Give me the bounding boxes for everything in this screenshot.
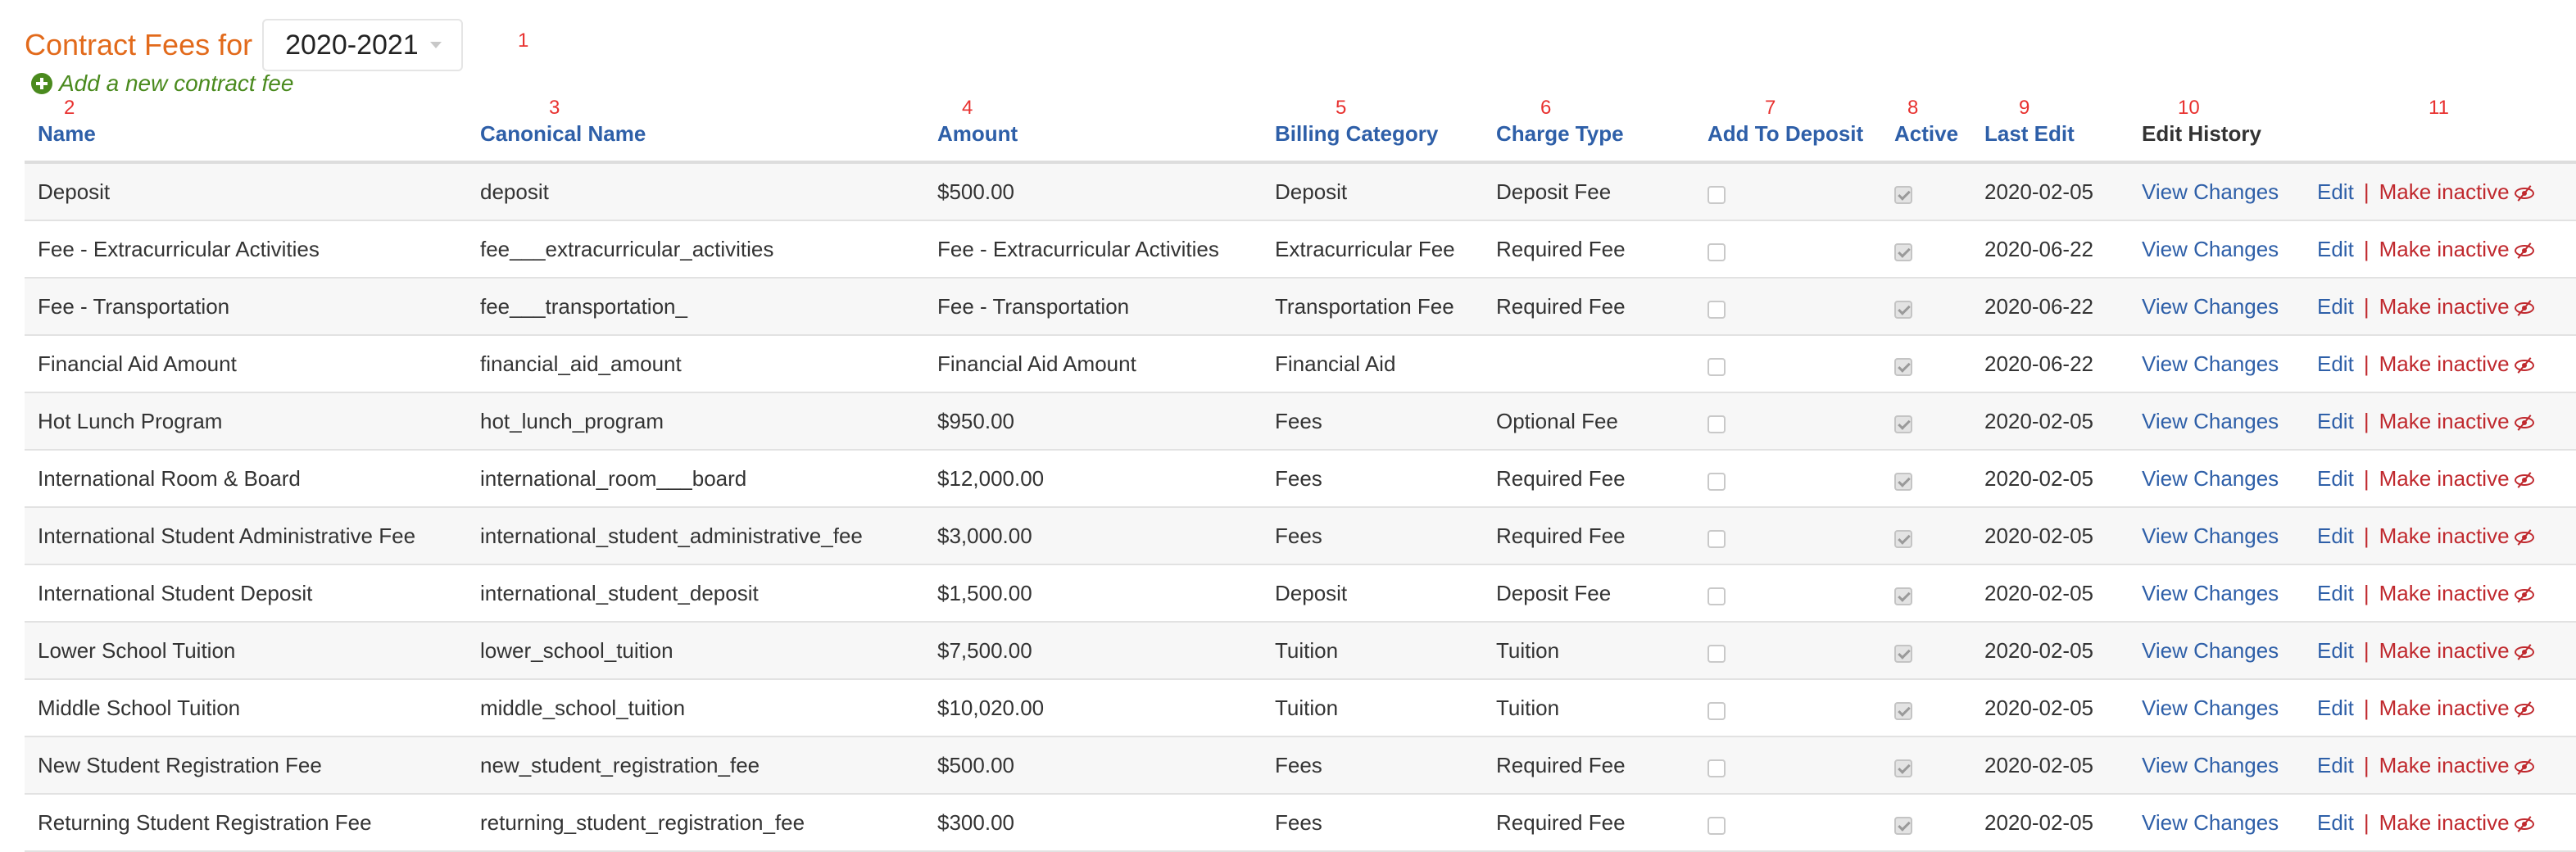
column-header-canonical-name[interactable] (467, 97, 924, 162)
active-checkbox[interactable] (1894, 530, 1912, 548)
eye-slash-icon (2515, 761, 2534, 773)
add-contract-fee-label: Add a new contract fee (59, 70, 294, 96)
add-to-deposit-checkbox[interactable] (1708, 473, 1726, 491)
edit-history-cell (2129, 220, 2304, 278)
view-changes-link[interactable]: View Changes (2142, 293, 2279, 319)
make-inactive-label: Make inactive (2379, 351, 2510, 376)
add-to-deposit-checkbox[interactable] (1708, 186, 1726, 204)
make-inactive-label: Make inactive (2379, 809, 2510, 835)
eye-slash-icon (2515, 360, 2534, 371)
fee-charge-type: Required Fee (1483, 794, 1694, 851)
make-inactive-link[interactable] (2379, 810, 2534, 835)
action-separator: | (2363, 236, 2370, 261)
edit-link[interactable]: Edit (2317, 637, 2354, 663)
active-checkbox[interactable] (1894, 587, 1912, 605)
table-row (25, 335, 2576, 392)
view-changes-link[interactable]: View Changes (2142, 465, 2279, 491)
fee-name: Lower School Tuition (25, 622, 467, 679)
add-to-deposit-checkbox[interactable] (1708, 702, 1726, 720)
fee-billing-category: Fees (1262, 794, 1483, 851)
action-separator: | (2363, 580, 2370, 605)
add-to-deposit-checkbox[interactable] (1708, 587, 1726, 605)
fee-last-edit: 2020-02-05 (1971, 392, 2129, 450)
view-changes-link[interactable]: View Changes (2142, 752, 2279, 777)
view-changes-link[interactable]: View Changes (2142, 523, 2279, 548)
eye-slash-icon (2515, 589, 2534, 600)
make-inactive-label: Make inactive (2379, 293, 2510, 319)
actions-cell (2304, 622, 2576, 679)
make-inactive-label: Make inactive (2379, 637, 2510, 663)
edit-history-cell (2129, 679, 2304, 736)
view-changes-link[interactable]: View Changes (2142, 351, 2279, 376)
add-to-deposit-checkbox[interactable] (1708, 530, 1726, 548)
column-header-amount[interactable] (924, 97, 1262, 162)
fee-last-edit: 2020-02-05 (1971, 162, 2129, 220)
column-number: 11 (2429, 97, 2449, 119)
fee-last-edit: 2020-02-05 (1971, 450, 2129, 507)
add-to-deposit-checkbox[interactable] (1708, 645, 1726, 663)
column-label: Active (1894, 120, 1959, 146)
eye-slash-icon (2515, 646, 2534, 658)
action-separator: | (2363, 293, 2370, 319)
fee-last-edit: 2020-02-05 (1971, 564, 2129, 622)
eye-slash-icon (2515, 188, 2534, 199)
fee-canonical-name: new_student_registration_fee (467, 736, 924, 794)
make-inactive-link[interactable] (2379, 237, 2534, 261)
fee-last-edit: 2020-06-22 (1971, 220, 2129, 278)
column-header-edit-history (2129, 97, 2304, 162)
edit-history-cell (2129, 736, 2304, 794)
add-contract-fee-link[interactable] (31, 70, 293, 97)
action-separator: | (2363, 465, 2370, 491)
actions-cell (2304, 564, 2576, 622)
fee-amount: $7,500.00 (924, 622, 1262, 679)
fee-charge-type: Required Fee (1483, 220, 1694, 278)
edit-history-cell (2129, 450, 2304, 507)
column-number: 4 (962, 97, 973, 119)
table-row (25, 507, 2576, 564)
fee-charge-type: Required Fee (1483, 736, 1694, 794)
action-separator: | (2363, 637, 2370, 663)
fee-charge-type: Required Fee (1483, 450, 1694, 507)
fee-canonical-name: international_student_deposit (467, 564, 924, 622)
fee-billing-category: Tuition (1262, 679, 1483, 736)
fee-canonical-name: fee___extracurricular_activities (467, 220, 924, 278)
add-to-deposit-cell (1694, 220, 1881, 278)
action-separator: | (2363, 752, 2370, 777)
fee-charge-type: Tuition (1483, 622, 1694, 679)
column-header-last-edit[interactable] (1971, 97, 2129, 162)
year-select-value: 2020-2021 (285, 29, 419, 61)
column-label: Add To Deposit (1708, 120, 1864, 146)
add-to-deposit-checkbox[interactable] (1708, 759, 1726, 777)
column-number: 6 (1540, 97, 1552, 119)
edit-link[interactable]: Edit (2317, 752, 2354, 777)
actions-cell (2304, 679, 2576, 736)
fee-charge-type (1483, 335, 1694, 392)
make-inactive-label: Make inactive (2379, 179, 2510, 204)
fee-name: International Student Deposit (25, 564, 467, 622)
edit-link[interactable]: Edit (2317, 351, 2354, 376)
fee-amount: Financial Aid Amount (924, 335, 1262, 392)
fee-billing-category: Fees (1262, 507, 1483, 564)
fee-amount: Fee - Extracurricular Activities (924, 220, 1262, 278)
column-label: Name (38, 120, 96, 146)
view-changes-link[interactable]: View Changes (2142, 408, 2279, 433)
table-row (25, 794, 2576, 851)
active-cell (1881, 162, 1971, 220)
column-number: 5 (1336, 97, 1347, 119)
fee-charge-type: Required Fee (1483, 278, 1694, 335)
actions-cell (2304, 736, 2576, 794)
year-select[interactable] (262, 19, 463, 71)
column-label: Last Edit (1984, 120, 2075, 146)
fee-billing-category: Extracurricular Fee (1262, 220, 1483, 278)
column-header-active[interactable] (1881, 97, 1971, 162)
fee-amount: $1,500.00 (924, 564, 1262, 622)
active-cell (1881, 507, 1971, 564)
fee-canonical-name: deposit (467, 162, 924, 220)
edit-history-cell (2129, 507, 2304, 564)
action-separator: | (2363, 695, 2370, 720)
fee-charge-type: Required Fee (1483, 507, 1694, 564)
make-inactive-link[interactable] (2379, 179, 2534, 204)
column-header-name[interactable] (25, 97, 467, 162)
fee-charge-type: Tuition (1483, 679, 1694, 736)
actions-cell (2304, 220, 2576, 278)
action-separator: | (2363, 179, 2370, 204)
fee-charge-type: Optional Fee (1483, 392, 1694, 450)
fee-canonical-name: middle_school_tuition (467, 679, 924, 736)
edit-history-cell (2129, 162, 2304, 220)
fee-name: Hot Lunch Program (25, 392, 467, 450)
fee-last-edit: 2020-02-05 (1971, 736, 2129, 794)
fee-last-edit: 2020-02-05 (1971, 679, 2129, 736)
add-to-deposit-checkbox[interactable] (1708, 817, 1726, 835)
fee-last-edit: 2020-02-05 (1971, 507, 2129, 564)
view-changes-link[interactable]: View Changes (2142, 236, 2279, 261)
fee-name: Fee - Extracurricular Activities (25, 220, 467, 278)
edit-history-cell (2129, 392, 2304, 450)
make-inactive-label: Make inactive (2379, 695, 2510, 720)
eye-slash-icon (2515, 302, 2534, 314)
active-checkbox[interactable] (1894, 243, 1912, 261)
active-checkbox[interactable] (1894, 186, 1912, 204)
fee-amount: Fee - Transportation (924, 278, 1262, 335)
actions-cell (2304, 278, 2576, 335)
column-label: Canonical Name (480, 120, 646, 146)
view-changes-link[interactable]: View Changes (2142, 179, 2279, 204)
fee-canonical-name: international_student_administrative_fee (467, 507, 924, 564)
make-inactive-label: Make inactive (2379, 236, 2510, 261)
contract-fees-table (25, 97, 2576, 852)
table-row (25, 450, 2576, 507)
make-inactive-link[interactable] (2379, 409, 2534, 433)
active-cell (1881, 622, 1971, 679)
add-to-deposit-cell (1694, 278, 1881, 335)
add-to-deposit-cell (1694, 392, 1881, 450)
make-inactive-label: Make inactive (2379, 465, 2510, 491)
active-checkbox[interactable] (1894, 759, 1912, 777)
make-inactive-label: Make inactive (2379, 408, 2510, 433)
fee-name: Financial Aid Amount (25, 335, 467, 392)
actions-cell (2304, 335, 2576, 392)
action-separator: | (2363, 408, 2370, 433)
table-row (25, 622, 2576, 679)
add-to-deposit-cell (1694, 679, 1881, 736)
actions-cell (2304, 794, 2576, 851)
make-inactive-link[interactable] (2379, 294, 2534, 319)
action-separator: | (2363, 523, 2370, 548)
fee-canonical-name: returning_student_registration_fee (467, 794, 924, 851)
active-cell (1881, 392, 1971, 450)
add-to-deposit-cell (1694, 736, 1881, 794)
edit-history-cell (2129, 335, 2304, 392)
active-cell (1881, 220, 1971, 278)
actions-cell (2304, 507, 2576, 564)
actions-cell (2304, 450, 2576, 507)
column-number: 8 (1907, 97, 1919, 119)
active-checkbox[interactable] (1894, 415, 1912, 433)
column-header-add-to-deposit[interactable] (1694, 97, 1881, 162)
column-header-actions (2304, 97, 2576, 162)
column-header-billing-category[interactable] (1262, 97, 1483, 162)
column-label: Billing Category (1275, 120, 1439, 146)
make-inactive-link[interactable] (2379, 696, 2534, 720)
edit-link[interactable]: Edit (2317, 809, 2354, 835)
edit-link[interactable]: Edit (2317, 695, 2354, 720)
fee-canonical-name: financial_aid_amount (467, 335, 924, 392)
fee-name: Middle School Tuition (25, 679, 467, 736)
add-to-deposit-cell (1694, 507, 1881, 564)
edit-history-cell (2129, 794, 2304, 851)
column-number: 10 (2178, 97, 2200, 119)
add-to-deposit-checkbox[interactable] (1708, 301, 1726, 319)
make-inactive-link[interactable] (2379, 351, 2534, 376)
active-checkbox[interactable] (1894, 301, 1912, 319)
fee-billing-category: Financial Aid (1262, 335, 1483, 392)
table-row (25, 220, 2576, 278)
make-inactive-label: Make inactive (2379, 580, 2510, 605)
column-header-charge-type[interactable] (1483, 97, 1694, 162)
active-cell (1881, 679, 1971, 736)
active-cell (1881, 450, 1971, 507)
add-to-deposit-checkbox[interactable] (1708, 415, 1726, 433)
make-inactive-label: Make inactive (2379, 523, 2510, 548)
add-to-deposit-cell (1694, 564, 1881, 622)
add-to-deposit-checkbox[interactable] (1708, 243, 1726, 261)
fee-charge-type: Deposit Fee (1483, 564, 1694, 622)
fee-last-edit: 2020-02-05 (1971, 622, 2129, 679)
fee-name: International Student Administrative Fee (25, 507, 467, 564)
actions-cell (2304, 162, 2576, 220)
fee-canonical-name: fee___transportation_ (467, 278, 924, 335)
add-to-deposit-checkbox[interactable] (1708, 358, 1726, 376)
add-to-deposit-cell (1694, 162, 1881, 220)
page-title: Contract Fees for (25, 28, 253, 61)
edit-link[interactable]: Edit (2317, 465, 2354, 491)
edit-link[interactable]: Edit (2317, 580, 2354, 605)
active-cell (1881, 564, 1971, 622)
active-checkbox[interactable] (1894, 358, 1912, 376)
fee-billing-category: Deposit (1262, 564, 1483, 622)
fee-amount: $500.00 (924, 736, 1262, 794)
eye-slash-icon (2515, 245, 2534, 256)
fee-amount: $500.00 (924, 162, 1262, 220)
make-inactive-link[interactable] (2379, 753, 2534, 777)
eye-slash-icon (2515, 474, 2534, 486)
table-row (25, 278, 2576, 335)
actions-cell (2304, 392, 2576, 450)
column-label: Amount (937, 120, 1018, 146)
active-cell (1881, 335, 1971, 392)
edit-link[interactable]: Edit (2317, 236, 2354, 261)
eye-slash-icon (2515, 704, 2534, 715)
fee-billing-category: Tuition (1262, 622, 1483, 679)
edit-history-cell (2129, 278, 2304, 335)
add-to-deposit-cell (1694, 335, 1881, 392)
add-to-deposit-cell (1694, 622, 1881, 679)
view-changes-link[interactable]: View Changes (2142, 580, 2279, 605)
fee-last-edit: 2020-06-22 (1971, 278, 2129, 335)
column-label: Charge Type (1496, 120, 1624, 146)
column-number: 7 (1765, 97, 1776, 119)
fee-billing-category: Fees (1262, 736, 1483, 794)
edit-history-cell (2129, 564, 2304, 622)
fee-amount: $950.00 (924, 392, 1262, 450)
active-cell (1881, 278, 1971, 335)
add-to-deposit-cell (1694, 450, 1881, 507)
page-header (25, 18, 463, 72)
active-cell (1881, 736, 1971, 794)
view-changes-link[interactable]: View Changes (2142, 809, 2279, 835)
table-header-row (25, 106, 2576, 162)
table-row (25, 564, 2576, 622)
fee-name: New Student Registration Fee (25, 736, 467, 794)
active-checkbox[interactable] (1894, 817, 1912, 835)
fee-billing-category: Deposit (1262, 162, 1483, 220)
column-label: Edit History (2142, 120, 2261, 146)
view-changes-link[interactable]: View Changes (2142, 695, 2279, 720)
fee-canonical-name: lower_school_tuition (467, 622, 924, 679)
make-inactive-link[interactable] (2379, 581, 2534, 605)
chevron-down-icon (430, 42, 442, 48)
fee-canonical-name: international_room___board (467, 450, 924, 507)
fee-name: Fee - Transportation (25, 278, 467, 335)
fee-billing-category: Transportation Fee (1262, 278, 1483, 335)
edit-link[interactable]: Edit (2317, 179, 2354, 204)
active-cell (1881, 794, 1971, 851)
edit-link[interactable]: Edit (2317, 523, 2354, 548)
table-row (25, 392, 2576, 450)
table-row (25, 736, 2576, 794)
action-separator: | (2363, 351, 2370, 376)
fee-billing-category: Fees (1262, 392, 1483, 450)
make-inactive-label: Make inactive (2379, 752, 2510, 777)
make-inactive-link[interactable] (2379, 466, 2534, 491)
active-checkbox[interactable] (1894, 702, 1912, 720)
column-number: 2 (64, 97, 75, 119)
fee-amount: $12,000.00 (924, 450, 1262, 507)
plus-circle-icon (31, 73, 52, 94)
view-changes-link[interactable]: View Changes (2142, 637, 2279, 663)
edit-history-cell (2129, 622, 2304, 679)
eye-slash-icon (2515, 417, 2534, 428)
table-row (25, 679, 2576, 736)
eye-slash-icon (2515, 532, 2534, 543)
fee-billing-category: Fees (1262, 450, 1483, 507)
make-inactive-link[interactable] (2379, 638, 2534, 663)
fee-name: Returning Student Registration Fee (25, 794, 467, 851)
column-number: 3 (549, 97, 560, 119)
column-number: 9 (2019, 97, 2030, 119)
fee-name: Deposit (25, 162, 467, 220)
fee-last-edit: 2020-06-22 (1971, 335, 2129, 392)
annotation-marker: 1 (518, 29, 529, 52)
fee-charge-type: Deposit Fee (1483, 162, 1694, 220)
make-inactive-link[interactable] (2379, 523, 2534, 548)
edit-link[interactable]: Edit (2317, 293, 2354, 319)
fee-amount: $300.00 (924, 794, 1262, 851)
active-checkbox[interactable] (1894, 645, 1912, 663)
edit-link[interactable]: Edit (2317, 408, 2354, 433)
action-separator: | (2363, 809, 2370, 835)
add-to-deposit-cell (1694, 794, 1881, 851)
fee-canonical-name: hot_lunch_program (467, 392, 924, 450)
active-checkbox[interactable] (1894, 473, 1912, 491)
fee-amount: $3,000.00 (924, 507, 1262, 564)
eye-slash-icon (2515, 818, 2534, 830)
table-row (25, 162, 2576, 220)
fee-last-edit: 2020-02-05 (1971, 794, 2129, 851)
fee-amount: $10,020.00 (924, 679, 1262, 736)
fee-name: International Room & Board (25, 450, 467, 507)
